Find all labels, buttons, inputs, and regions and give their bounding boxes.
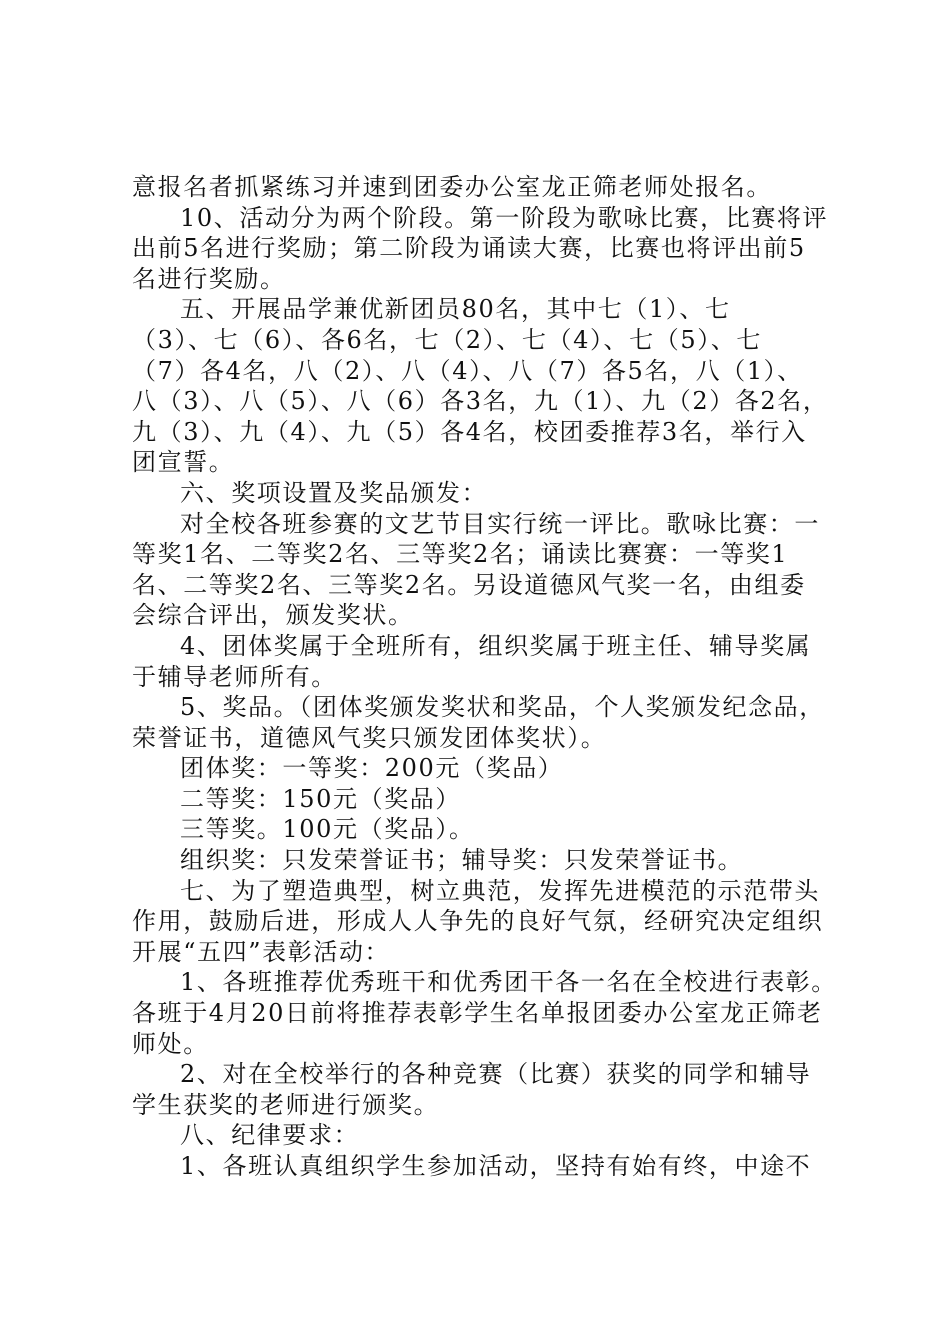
document-line: 团体奖：一等奖：200元（奖品） xyxy=(180,754,564,783)
document-body xyxy=(132,172,844,1182)
document-line: 意报名者抓紧练习并速到团委办公室龙正筛老师处报名。 xyxy=(132,173,772,201)
document-line: 六、奖项设置及奖品颁发： xyxy=(180,478,488,507)
document-line: 八（3）、八（5）、八（6）各3名，九（1）、九（2）各2名， xyxy=(132,387,829,416)
document-line: 各班于4月20日前将推荐表彰学生名单报团委办公室龙正筛老 xyxy=(132,999,823,1028)
document-line: 荣誉证书，道德风气奖只颁发团体奖状）。 xyxy=(132,723,607,752)
document-line: 1、各班认真组织学生参加活动，坚持有始有终，中途不 xyxy=(180,1152,812,1180)
document-line: 作用，鼓励后进，形成人人争先的良好气氛，经研究决定组织 xyxy=(132,907,824,936)
document-line: （3）、七（6）、各6名，七（2）、七（4）、七（5）、七 xyxy=(132,325,763,354)
document-line: 会综合评出，颁发奖状。 xyxy=(132,601,414,630)
document-line: 九（3）、九（4）、九（5）各4名，校团委推荐3名，举行入 xyxy=(132,417,807,446)
document-line: 开展“五四”表彰活动： xyxy=(132,937,391,966)
document-line: 组织奖：只发荣誉证书；辅导奖：只发荣誉证书。 xyxy=(180,846,744,875)
document-line: 名、二等奖2名、三等奖2名。另设道德风气奖一名，由组委 xyxy=(132,570,806,599)
document-line: 于辅导老师所有。 xyxy=(132,662,337,691)
document-line: 2、对在全校举行的各种竞赛（比赛）获奖的同学和辅导 xyxy=(180,1060,812,1089)
document-line: 等奖1名、二等奖2名、三等奖2名；诵读比赛赛：一等奖1 xyxy=(132,540,789,569)
document-line: 师处。 xyxy=(132,1029,209,1058)
document-line: 4、团体奖属于全班所有，组织奖属于班主任、辅导奖属 xyxy=(180,631,812,660)
document-line: 出前5名进行奖励；第二阶段为诵读大赛，比赛也将评出前5 xyxy=(132,234,806,263)
document-line: 5、奖品。（团体奖颁发奖状和奖品，个人奖颁发纪念品， xyxy=(180,693,825,722)
document-line: 10、活动分为两个阶段。第一阶段为歌咏比赛，比赛将评 xyxy=(180,203,829,232)
document-line: 1、各班推荐优秀班干和优秀团干各一名在全校进行表彰。 xyxy=(180,968,837,997)
document-line: （7）各4名，八（2）、八（4）、八（7）各5名，八（1）、 xyxy=(132,356,803,385)
document-line: 二等奖：150元（奖品） xyxy=(180,784,462,813)
document-line: 三等奖。100元（奖品）。 xyxy=(180,815,475,844)
document-line: 对全校各班参赛的文艺节目实行统一评比。歌咏比赛：一 xyxy=(180,509,820,538)
document-line: 团宣誓。 xyxy=(132,448,235,477)
document-line: 名进行奖励。 xyxy=(132,264,286,293)
document-line: 八、纪律要求： xyxy=(180,1121,360,1150)
document-line: 五、开展品学兼优新团员80名，其中七（1）、七 xyxy=(180,295,731,324)
document-line: 学生获奖的老师进行颁奖。 xyxy=(132,1090,440,1119)
document-line: 七、为了塑造典型，树立典范，发挥先进模范的示范带头 xyxy=(180,876,820,905)
